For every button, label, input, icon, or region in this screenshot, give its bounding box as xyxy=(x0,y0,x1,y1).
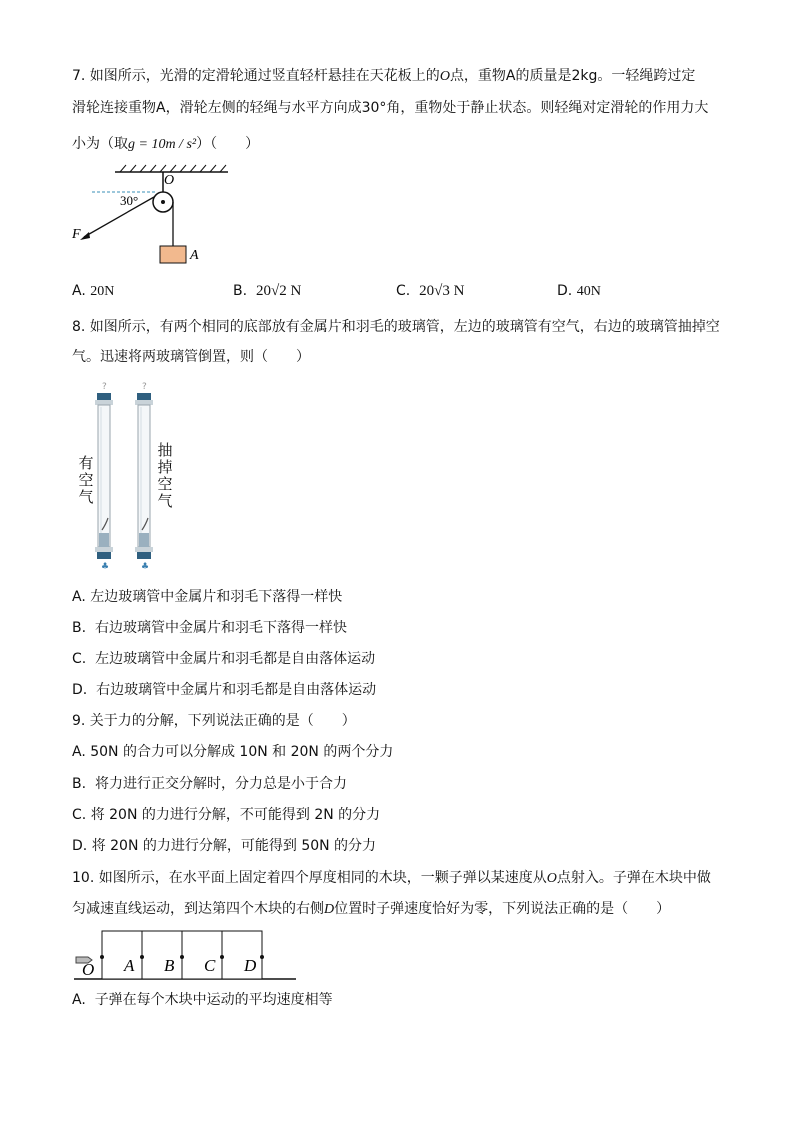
wood-block-2 xyxy=(142,931,182,979)
point-b-dot xyxy=(180,955,184,959)
label-a: A xyxy=(124,956,135,975)
q10-line1-post: 点射入。子弹在木块中做 xyxy=(556,870,711,886)
option-text: 左边玻璃管中金属片和羽毛都是自由落体运动 xyxy=(95,651,376,667)
svg-text:?: ? xyxy=(102,382,107,392)
point-d-dot xyxy=(260,955,264,959)
option-key: D. xyxy=(557,283,573,299)
q7-stem-line-2: 滑轮连接重物A，滑轮左侧的轻绳与水平方向成30°角，重物处于静止状态。则轻绳对定滑轮的作用力大 xyxy=(72,100,709,116)
q10-point-o: O xyxy=(546,871,557,886)
q7-line3-pre: 小为（取 xyxy=(72,136,128,152)
point-o-dot xyxy=(100,955,104,959)
option-text: 将 20N 的力进行分解，不可能得到 2N 的分力 xyxy=(90,807,381,823)
label-d: D xyxy=(244,956,257,975)
q7-gravity-formula: g = 10m / s² xyxy=(128,137,197,152)
option-key: A. xyxy=(72,283,86,299)
q10-line2-post: 位置时子弹速度恰好为零，下列说法正确的是（ ） xyxy=(334,901,671,917)
option-key: D. xyxy=(72,838,88,854)
option-key: A. xyxy=(72,744,86,760)
q9-option-c[interactable] xyxy=(72,805,380,825)
option-key: A. xyxy=(72,992,86,1008)
q9-option-a[interactable] xyxy=(72,742,393,762)
option-key: C. xyxy=(72,807,87,823)
option-key: A. xyxy=(72,589,86,605)
option-key: C. xyxy=(72,651,87,667)
label-o: O xyxy=(82,960,95,979)
option-text: 右边玻璃管中金属片和羽毛下落得一样快 xyxy=(94,620,347,636)
option-key: C. xyxy=(396,283,411,299)
q8-option-b[interactable] xyxy=(72,618,347,638)
q7-point-o: O xyxy=(439,69,450,84)
q9-stem: 9. 关于力的分解，下列说法正确的是（ ） xyxy=(72,713,356,729)
svg-text:♣: ♣ xyxy=(101,562,110,572)
option-key: B. xyxy=(233,283,248,299)
q8-option-d[interactable] xyxy=(72,680,376,700)
right-glass-tube xyxy=(135,382,153,572)
label-angle: 30° xyxy=(120,193,139,208)
label-o: O xyxy=(164,173,175,188)
q10-option-a[interactable] xyxy=(72,990,333,1010)
option-text: 将力进行正交分解时，分力总是小于合力 xyxy=(94,776,347,792)
q10-line2-pre: 匀减速直线运动，到达第四个木块的右侧 xyxy=(72,901,324,917)
label-f: F xyxy=(72,227,81,242)
pulley-axle xyxy=(161,200,165,204)
q8-stem-line-2: 气。迅速将两玻璃管倒置，则（ ） xyxy=(72,349,310,365)
q7-option-b[interactable] xyxy=(233,281,301,301)
q9-option-d[interactable] xyxy=(72,836,376,856)
q7-line1: 7. 如图所示，光滑的定滑轮通过竖直轻杆悬挂在天花板上的 xyxy=(72,68,440,84)
q8-option-a[interactable] xyxy=(72,587,342,607)
q7-stem-line-3 xyxy=(72,134,259,155)
label-c: C xyxy=(204,956,216,975)
option-text: 子弹在每个木块中运动的平均速度相等 xyxy=(94,992,333,1008)
option-text: 20√2 N xyxy=(255,283,302,299)
label-b: B xyxy=(164,956,175,975)
q9-option-b[interactable] xyxy=(72,774,347,794)
force-arrow-head xyxy=(80,232,90,240)
option-text: 20N xyxy=(90,284,115,299)
option-key: D. xyxy=(72,682,88,698)
option-key: B. xyxy=(72,620,87,636)
q10-stem-line-2 xyxy=(72,899,670,920)
option-text: 左边玻璃管中金属片和羽毛下落得一样快 xyxy=(90,589,343,605)
wood-block-3 xyxy=(182,931,222,979)
q7-stem-line-1 xyxy=(72,66,695,87)
q10-line1-pre: 10. 如图所示，在水平面上固定着四个厚度相同的木块，一颗子弹以某速度从 xyxy=(72,870,547,886)
weight-block-a xyxy=(160,246,186,263)
q7-option-c[interactable] xyxy=(396,281,464,301)
option-text: 50N 的合力可以分解成 10N 和 20N 的两个分力 xyxy=(90,744,394,760)
option-key: B. xyxy=(72,776,87,792)
q10-wood-blocks-figure xyxy=(74,928,300,984)
svg-text:♣: ♣ xyxy=(141,562,150,572)
point-c-dot xyxy=(220,955,224,959)
wood-block-1 xyxy=(102,931,142,979)
q8-glass-tubes-figure xyxy=(92,383,164,573)
q7-option-d[interactable] xyxy=(557,281,601,302)
q7-option-a[interactable] xyxy=(72,281,114,302)
label-a: A xyxy=(190,248,199,263)
point-a-dot xyxy=(140,955,144,959)
q7-pulley-figure xyxy=(72,164,240,274)
rope-slanted xyxy=(84,197,154,237)
q10-stem-line-1 xyxy=(72,868,711,889)
option-text: 20√3 N xyxy=(419,283,465,299)
q8-stem-line-1: 8. 如图所示，有两个相同的底部放有金属片和羽毛的玻璃管，左边的玻璃管有空气，右边的玻璃管抽掉空 xyxy=(72,319,720,335)
tube-label-left: 有空气 xyxy=(78,454,94,506)
option-text: 右边玻璃管中金属片和羽毛都是自由落体运动 xyxy=(96,682,377,698)
ceiling-hatching xyxy=(120,165,226,172)
q10-point-d: D xyxy=(324,902,335,917)
q8-option-c[interactable] xyxy=(72,649,375,669)
option-text: 将 20N 的力进行分解，可能得到 50N 的分力 xyxy=(91,838,377,854)
option-text: 40N xyxy=(576,284,601,299)
q7-line3-post: ）（ ） xyxy=(196,136,260,152)
left-glass-tube xyxy=(95,382,113,572)
q7-line1-cont: 点，重物A的质量是2kg。一轻绳跨过定 xyxy=(449,68,696,84)
svg-text:?: ? xyxy=(142,382,147,392)
tube-label-right: 抽掉空气 xyxy=(157,441,173,510)
